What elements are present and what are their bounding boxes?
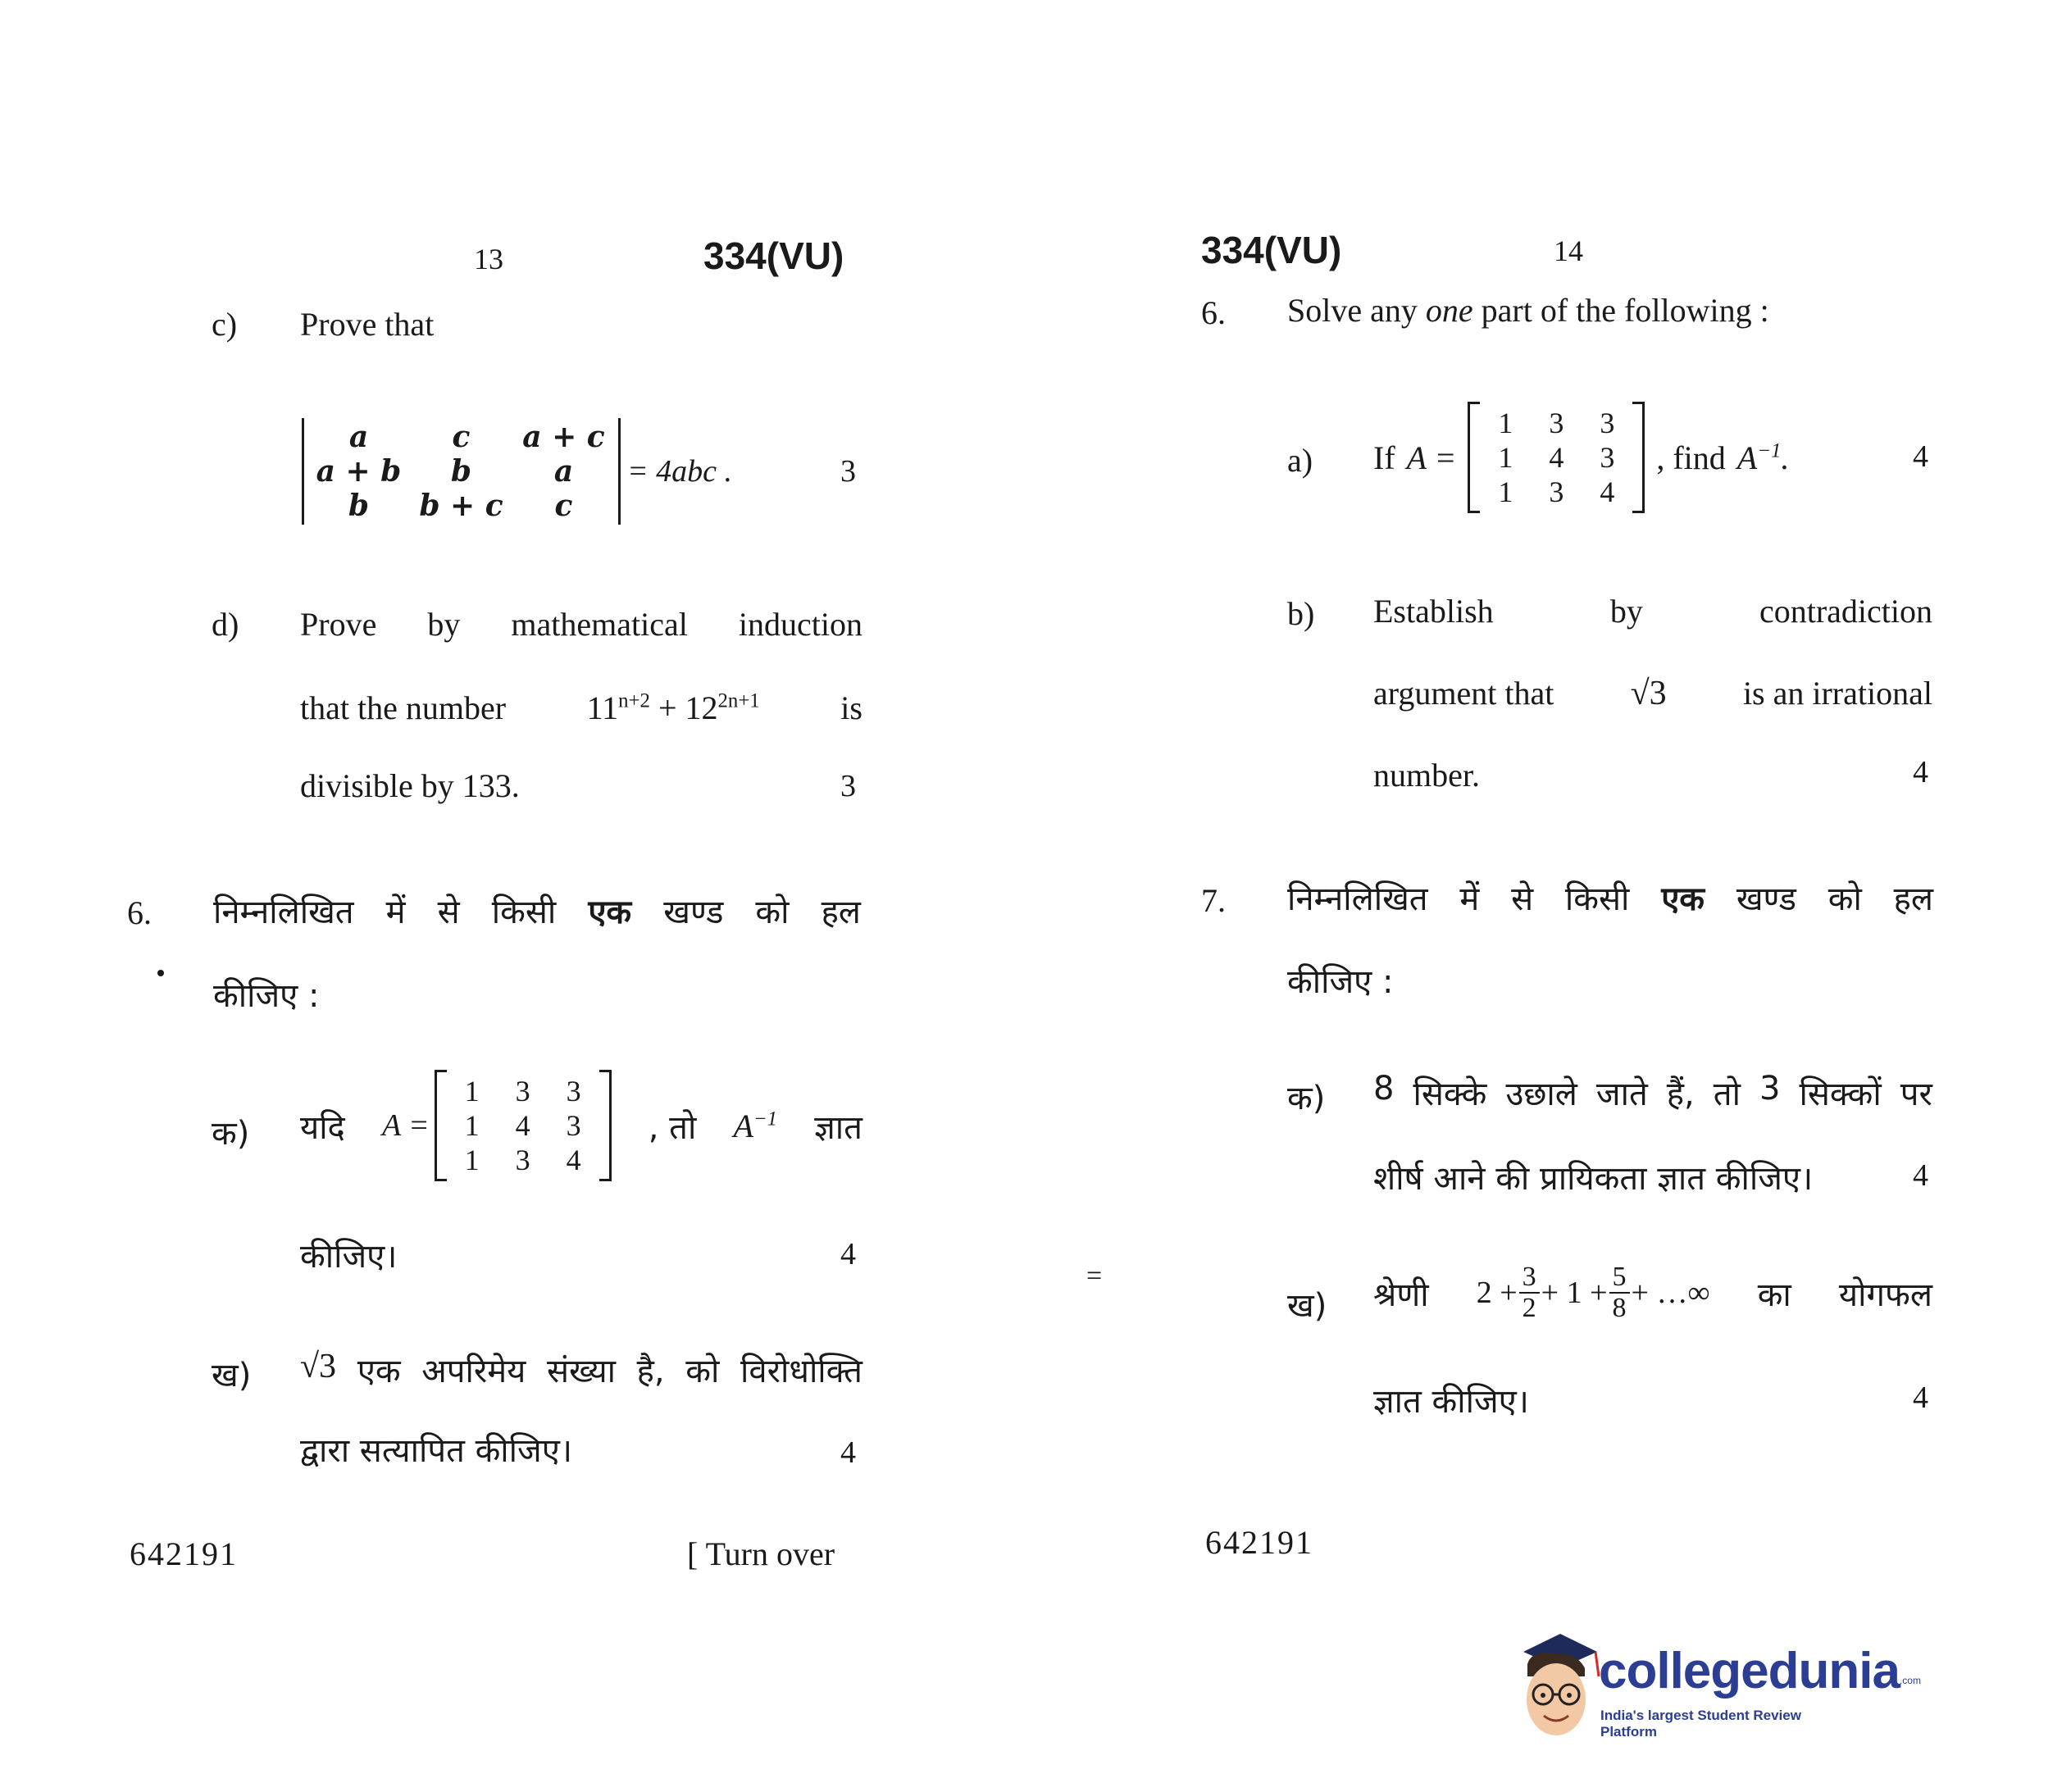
question-line: शीर्ष आने की प्रायिकता ज्ञात कीजिए। bbox=[1373, 1160, 1814, 1198]
matrix-cell: 1 bbox=[1498, 407, 1513, 439]
base: 12 bbox=[685, 689, 718, 726]
inverse-term bbox=[1737, 439, 1790, 477]
question-label: ख) bbox=[1287, 1287, 1327, 1325]
sqrt-expression: √3 bbox=[300, 1348, 337, 1385]
word: सिक्के bbox=[1413, 1076, 1487, 1113]
question-line bbox=[1287, 875, 1933, 920]
matrix-cell: 3 bbox=[515, 1075, 530, 1107]
word: खण्ड bbox=[1736, 880, 1796, 918]
question-line bbox=[1373, 592, 1932, 630]
exponent: n+2 bbox=[618, 689, 650, 712]
turn-over: [ Turn over bbox=[687, 1535, 835, 1572]
matrix-cell: 4 bbox=[515, 1109, 530, 1142]
text-span: ज्ञात bbox=[814, 1108, 863, 1147]
question-number: 7. bbox=[1201, 882, 1226, 919]
series-term: + …∞ bbox=[1631, 1276, 1710, 1310]
matrix-cell: 3 bbox=[566, 1075, 581, 1107]
footer-code: 642191 bbox=[1205, 1524, 1313, 1561]
determinant-rhs: = 4abc . bbox=[627, 454, 733, 489]
matrix-lhs: A = bbox=[1406, 439, 1457, 476]
series-expression bbox=[1477, 1262, 1710, 1323]
det-cell: a + c bbox=[522, 420, 605, 454]
punctuation: . bbox=[1781, 439, 1790, 476]
question-number: 6. bbox=[1201, 294, 1226, 331]
word: विरोधोक्ति bbox=[740, 1353, 863, 1390]
det-cell: c bbox=[554, 489, 573, 523]
word: पर bbox=[1900, 1076, 1932, 1113]
matrix-cell: 3 bbox=[515, 1144, 530, 1176]
word: contradiction bbox=[1759, 593, 1932, 630]
matrix-cell: 4 bbox=[1600, 475, 1615, 508]
stray-dot bbox=[157, 970, 164, 976]
word: तो bbox=[1713, 1076, 1741, 1113]
denominator: 8 bbox=[1612, 1293, 1627, 1323]
word: से bbox=[1511, 880, 1534, 918]
math-expression bbox=[587, 689, 760, 727]
matrix-cell: 4 bbox=[566, 1144, 581, 1176]
text-span: that the number bbox=[300, 689, 507, 726]
question-line: number. bbox=[1373, 757, 1480, 794]
word: एक bbox=[1661, 880, 1705, 918]
marks: 4 bbox=[840, 1237, 856, 1271]
word: को bbox=[685, 1353, 720, 1390]
emphasis: one bbox=[1425, 292, 1473, 329]
word: किसी bbox=[491, 894, 557, 931]
text-span: , तो bbox=[648, 1108, 697, 1147]
paper-code: 334(VU) bbox=[1201, 229, 1342, 271]
page-number: 14 bbox=[1554, 234, 1583, 267]
question-line: कीजिए : bbox=[213, 977, 320, 1015]
word: को bbox=[1827, 880, 1862, 918]
word: श्रेणी bbox=[1373, 1276, 1429, 1314]
determinant-equation bbox=[302, 418, 732, 528]
determinant bbox=[302, 418, 732, 525]
word: हल bbox=[1893, 880, 1933, 918]
word: उछाले bbox=[1505, 1076, 1577, 1113]
question-line bbox=[300, 1070, 863, 1181]
question-line bbox=[1373, 402, 1789, 513]
stray-mark: = bbox=[1086, 1261, 1103, 1291]
det-cell: b bbox=[450, 454, 472, 489]
word: में bbox=[1459, 880, 1480, 918]
series-term: 2 + bbox=[1476, 1276, 1518, 1310]
matrix-cell: 1 bbox=[464, 1109, 480, 1142]
sqrt-expression: √3 bbox=[1630, 675, 1667, 712]
text-span: , find bbox=[1656, 439, 1726, 476]
det-cell: b bbox=[348, 489, 370, 523]
exponent: −1 bbox=[753, 1107, 778, 1130]
logo-domain: .com bbox=[1899, 1675, 1921, 1686]
logo-tagline: India's largest Student Review Platform bbox=[1600, 1708, 1801, 1740]
paper-code: 334(VU) bbox=[703, 234, 844, 277]
word: Establish bbox=[1373, 593, 1494, 630]
word: को bbox=[755, 894, 790, 931]
question-line: कीजिए। bbox=[300, 1238, 398, 1276]
logo-name: collegedunia bbox=[1599, 1643, 1900, 1699]
question-label: क) bbox=[212, 1115, 250, 1153]
question-label: b) bbox=[1287, 595, 1315, 632]
word: निम्नलिखित bbox=[1287, 880, 1428, 918]
word: by bbox=[427, 606, 461, 643]
matrix-cell: 4 bbox=[1549, 441, 1564, 474]
word: अपरिमेय bbox=[421, 1353, 526, 1390]
question-line bbox=[300, 689, 863, 727]
base: A bbox=[733, 1107, 753, 1144]
question-line: द्वारा सत्यापित कीजिए। bbox=[300, 1432, 572, 1470]
marks: 4 bbox=[1913, 755, 1928, 789]
word: 8 bbox=[1373, 1070, 1395, 1107]
marks: 3 bbox=[840, 769, 856, 803]
matrix-cell: 3 bbox=[1549, 475, 1564, 508]
word: किसी bbox=[1564, 880, 1630, 918]
matrix-cell: 1 bbox=[1498, 475, 1513, 508]
matrix-cell: 1 bbox=[464, 1075, 480, 1107]
word: Prove bbox=[300, 606, 377, 643]
word: जाते bbox=[1595, 1076, 1648, 1113]
question-line: ज्ञात कीजिए। bbox=[1373, 1383, 1529, 1421]
matrix-cell: 3 bbox=[1549, 407, 1564, 439]
matrix-expression bbox=[382, 1070, 612, 1181]
det-cell: b + c bbox=[419, 489, 503, 523]
marks: 3 bbox=[840, 454, 856, 489]
text-span: Solve any bbox=[1287, 292, 1426, 329]
mascot-icon bbox=[1507, 1627, 1605, 1750]
footer-code: 642191 bbox=[130, 1535, 238, 1572]
det-cell: c bbox=[452, 420, 471, 454]
series-term: + 1 + bbox=[1541, 1276, 1608, 1310]
word: एक bbox=[357, 1353, 401, 1390]
word: योगफल bbox=[1838, 1276, 1932, 1314]
matrix-cell: 3 bbox=[1600, 441, 1615, 474]
base: A bbox=[1736, 439, 1758, 476]
question-text: Prove that bbox=[300, 306, 435, 343]
det-cell: a bbox=[348, 420, 369, 454]
det-cell: a + b bbox=[316, 454, 402, 489]
matrix-cell: 3 bbox=[566, 1109, 581, 1142]
question-line bbox=[1373, 674, 1932, 713]
word: का bbox=[1757, 1276, 1791, 1314]
word: निम्नलिखित bbox=[213, 894, 354, 931]
word: 3 bbox=[1759, 1070, 1781, 1107]
text-span: यदि bbox=[300, 1108, 345, 1147]
word: है, bbox=[636, 1353, 665, 1390]
question-label: c) bbox=[212, 306, 238, 343]
matrix bbox=[1468, 402, 1645, 513]
question-line bbox=[1287, 291, 1769, 330]
word: में bbox=[385, 894, 406, 931]
text-span: is an irrational bbox=[1742, 675, 1932, 712]
matrix-lhs: A = bbox=[381, 1108, 430, 1143]
matrix-cell: 1 bbox=[1498, 441, 1513, 474]
question-line bbox=[213, 888, 861, 933]
matrix-cell: 1 bbox=[464, 1144, 480, 1176]
marks: 4 bbox=[1913, 439, 1928, 474]
question-line bbox=[1373, 1262, 1932, 1323]
base: 11 bbox=[586, 689, 619, 726]
question-line: कीजिए : bbox=[1287, 963, 1394, 1001]
exponent: 2n+1 bbox=[717, 689, 760, 712]
word: induction bbox=[738, 606, 863, 643]
question-line: divisible by 133. bbox=[300, 767, 520, 804]
collegedunia-logo[interactable] bbox=[1507, 1627, 1921, 1750]
question-number: 6. bbox=[127, 894, 152, 931]
denominator: 2 bbox=[1522, 1293, 1536, 1323]
inverse-term bbox=[733, 1107, 777, 1145]
text-span: If bbox=[1373, 439, 1395, 476]
word: by bbox=[1609, 593, 1643, 630]
text-span: argument that bbox=[1373, 675, 1554, 712]
fraction bbox=[1609, 1262, 1630, 1323]
numerator: 3 bbox=[1519, 1262, 1540, 1294]
word: संख्या bbox=[547, 1353, 616, 1390]
word: सिक्कों bbox=[1799, 1076, 1882, 1113]
question-line bbox=[300, 1347, 863, 1392]
word: एक bbox=[588, 894, 632, 931]
question-label: d) bbox=[212, 606, 239, 643]
marks: 4 bbox=[840, 1435, 856, 1470]
fraction bbox=[1519, 1262, 1540, 1323]
det-cell: a bbox=[553, 454, 574, 489]
question-label: क) bbox=[1287, 1080, 1326, 1117]
question-line bbox=[300, 605, 863, 644]
operator: + bbox=[649, 689, 685, 726]
marks: 4 bbox=[1913, 1158, 1928, 1193]
page-number: 13 bbox=[474, 243, 503, 275]
word: से bbox=[437, 894, 460, 931]
word: हल bbox=[821, 894, 861, 931]
numerator: 5 bbox=[1609, 1262, 1630, 1294]
question-label: ख) bbox=[212, 1357, 252, 1394]
marks: 4 bbox=[1913, 1380, 1928, 1415]
exponent: −1 bbox=[1757, 439, 1782, 462]
question-line bbox=[1373, 1070, 1932, 1115]
text-span: part of the following : bbox=[1472, 292, 1769, 329]
word: हैं, bbox=[1666, 1076, 1695, 1113]
word: खण्ड bbox=[663, 894, 724, 931]
text-span: is bbox=[840, 689, 863, 726]
question-label: a) bbox=[1287, 442, 1313, 479]
word: mathematical bbox=[511, 606, 688, 643]
matrix-cell: 3 bbox=[1600, 407, 1615, 439]
logo-wordmark bbox=[1599, 1642, 1921, 1700]
matrix bbox=[435, 1070, 612, 1181]
